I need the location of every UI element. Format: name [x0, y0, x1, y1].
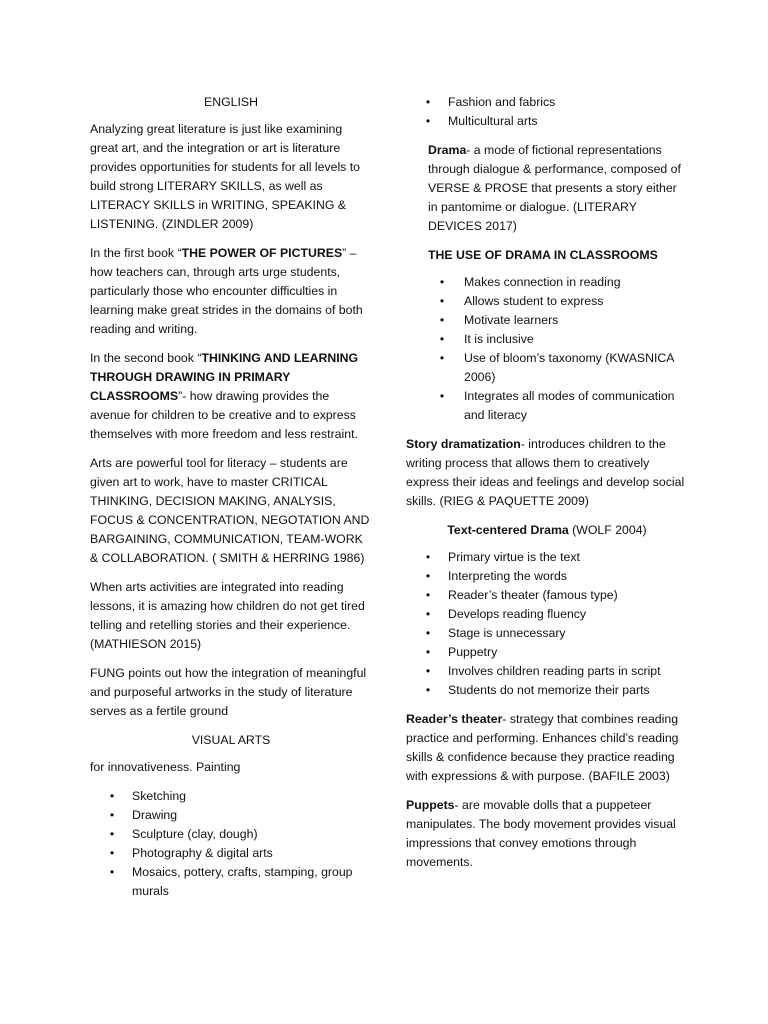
list-item [406, 273, 688, 292]
text-centered-list [406, 548, 688, 700]
bullet-icon: • [425, 683, 431, 697]
bullet-icon: • [109, 808, 115, 822]
arts-activities-paragraph: When arts activities are integrated into reading lessons, it is amazing how children do not get tired telling and retelling stories and their experience. (MATHIESON 2015) [90, 580, 365, 651]
readers-theater-definition [406, 710, 688, 786]
p3-rest: ”- how drawing provides the avenue for children to be creative and to express themselves with more freedom and less restraint. [90, 389, 358, 441]
list-item-text: Develops reading fluency [448, 607, 587, 621]
list-item-text: Makes connection in reading [464, 275, 621, 289]
list-item [406, 567, 688, 586]
bullet-icon: • [425, 550, 431, 564]
art-forms-list [406, 93, 688, 131]
bullet-icon: • [425, 95, 431, 109]
bullet-icon: • [425, 645, 431, 659]
bullet-icon: • [109, 827, 115, 841]
power-of-pictures-paragraph [90, 244, 372, 339]
list-item [90, 863, 372, 901]
text-centered-title: Text-centered Drama [447, 523, 569, 537]
drama-use-list [406, 273, 688, 425]
list-item [406, 624, 688, 643]
list-item-text: Allows student to express [464, 294, 604, 308]
p2-rest: ” – how teachers can, through arts urge students, particularly those who encounter difficulties in learning make great strides in the domains of both reading and writing. [90, 246, 363, 336]
list-item-text: Fashion and fabrics [448, 95, 556, 109]
list-item [90, 806, 372, 825]
list-item-text: Stage is unnecessary [448, 626, 566, 640]
list-item-text: Use of bloom’s taxonomy (KWASNICA 2006) [464, 351, 674, 384]
text-centered-heading [406, 521, 688, 540]
bullet-icon: • [439, 313, 445, 327]
list-item [406, 349, 688, 387]
bullet-icon: • [439, 351, 445, 365]
p2-prefix: In the first book “ [90, 246, 182, 260]
bullet-icon: • [425, 114, 431, 128]
english-intro-paragraph: Analyzing great literature is just like examining great art, and the integration or art is literature provides opportunities for students for all levels to build strong LITERARY SKILLS, as well as LITERACY SKILLS in WRITING, SPEAKING & LISTENING. (ZINDLER 2009) [90, 122, 360, 231]
bullet-icon: • [425, 569, 431, 583]
power-of-pictures-title: THE POWER OF PICTURES [181, 246, 343, 260]
list-item-text: Sketching [132, 789, 187, 803]
list-item [406, 681, 688, 700]
list-item-text: Multicultural arts [448, 114, 538, 128]
fung-paragraph: FUNG points out how the integration of meaningful and purposeful artworks in the study of literature serves as a fertile ground [90, 666, 367, 718]
story-term: Story dramatization [406, 437, 521, 451]
bullet-icon: • [425, 588, 431, 602]
bullet-icon: • [425, 664, 431, 678]
text-centered-citation: (WOLF 2004) [568, 523, 647, 537]
reader-term: Reader’s theater [406, 712, 503, 726]
list-item [406, 112, 688, 131]
p3-prefix: In the second book “ [90, 351, 202, 365]
right-column [406, 93, 688, 882]
drama-definition [406, 141, 688, 236]
list-item [406, 586, 688, 605]
bullet-icon: • [439, 389, 445, 403]
bullet-icon: • [439, 332, 445, 346]
list-item [406, 548, 688, 567]
english-heading: ENGLISH [204, 95, 258, 109]
list-item-text: It is inclusive [464, 332, 534, 346]
drama-term: Drama [428, 143, 467, 157]
list-item [90, 787, 372, 806]
list-item-text: Reader’s theater (famous type) [448, 588, 618, 602]
bullet-icon: • [425, 607, 431, 621]
visual-arts-list [90, 787, 372, 901]
puppets-term: Puppets [406, 798, 455, 812]
list-item [406, 643, 688, 662]
list-item [406, 662, 688, 681]
bullet-icon: • [439, 275, 445, 289]
list-item [90, 825, 372, 844]
list-item-text: Integrates all modes of communication and literacy [464, 389, 675, 422]
visual-arts-heading: VISUAL ARTS [191, 733, 271, 747]
list-item [406, 330, 688, 349]
innovativeness-paragraph: for innovativeness. Painting [90, 760, 241, 774]
reader-def: - strategy that combines reading practice and performing. Enhances child’s reading skills & confidence because they practice reading with expressions & with purpose. (BAFILE 2003) [406, 712, 679, 783]
list-item-text: Interpreting the words [448, 569, 567, 583]
list-item-text: Photography & digital arts [132, 846, 273, 860]
list-item-text: Involves children reading parts in script [448, 664, 661, 678]
list-item-text: Students do not memorize their parts [448, 683, 650, 697]
list-item [406, 292, 688, 311]
list-item-text: Puppetry [448, 645, 498, 659]
thinking-learning-title: THINKING AND LEARNING THROUGH DRAWING IN PRIMARY CLASSROOMS [90, 351, 359, 403]
bullet-icon: • [109, 846, 115, 860]
puppets-def: - are movable dolls that a puppeteer manipulates. The body movement provides visual impressions that convey emotions through movements. [406, 798, 676, 869]
left-column [90, 93, 372, 911]
bullet-icon: • [425, 626, 431, 640]
list-item-text: Drawing [132, 808, 178, 822]
bullet-icon: • [109, 789, 115, 803]
list-item-text: Motivate learners [464, 313, 559, 327]
puppets-definition [406, 796, 688, 872]
bullet-icon: • [439, 294, 445, 308]
drama-def: - a mode of fictional representations through dialogue & performance, composed of VERSE & PROSE that presents a story either in pantomime or dialogue. (LITERARY DEVICES 2017) [428, 143, 681, 233]
bullet-icon: • [109, 865, 115, 879]
list-item [406, 93, 688, 112]
list-item [406, 311, 688, 330]
story-def: - introduces children to the writing process that allows them to creatively express their ideas and feelings and develop social skills. (RIEG & PAQUETTE 2009) [406, 437, 685, 508]
arts-tool-paragraph: Arts are powerful tool for literacy – students are given art to work, have to master CRITICAL THINKING, DECISION MAKING, ANALYSIS, FOCUS & CONCENTRATION, NEGOTATION AND BARGAINING, COMMUNICATION, TEAM-WORK & COLLABORATION. ( SMITH & HERRING 1986) [90, 456, 370, 565]
list-item [90, 844, 372, 863]
list-item-text: Primary virtue is the text [448, 550, 580, 564]
list-item-text: Mosaics, pottery, crafts, stamping, group murals [132, 865, 353, 898]
thinking-learning-paragraph [90, 349, 372, 444]
list-item-text: Sculpture (clay, dough) [132, 827, 258, 841]
story-dramatization-definition [406, 435, 688, 511]
list-item [406, 605, 688, 624]
drama-classrooms-heading: THE USE OF DRAMA IN CLASSROOMS [428, 248, 658, 262]
list-item [406, 387, 688, 425]
